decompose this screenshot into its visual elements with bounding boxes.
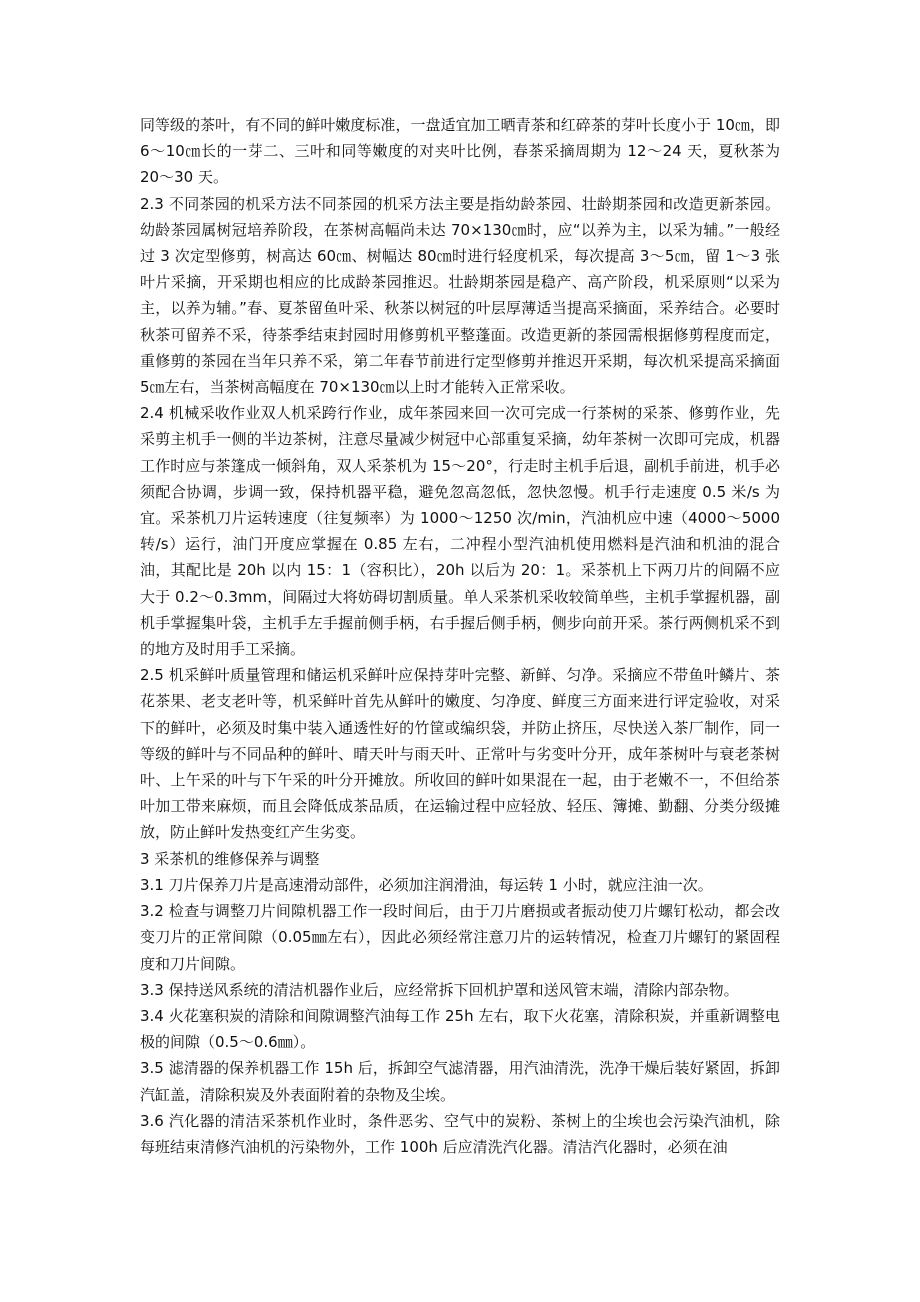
paragraph-3-4: 3.4 火花塞积炭的清除和间隙调整汽油每工作 25h 左右，取下火花塞，清除积炭，并重新调整电极的间隙（0.5～0.6㎜）。 xyxy=(140,1006,780,1052)
paragraph-3-6: 3.6 汽化器的清洁采茶机作业时，条件恶劣、空气中的炭粉、茶树上的尘埃也会污染汽油机，除每班结束清修汽油机的污染物外，工作 100h 后应清洗汽化器。清洁汽化器时，必须在油 xyxy=(140,1111,780,1156)
paragraph-2-3: 2.3 不同茶园的机采方法不同茶园的机采方法主要是指幼龄茶园、壮龄期茶园和改造更新茶园。幼龄茶园属树冠培养阶段，在茶树高幅尚未达 70×130㎝时，应“以养为主，以采为辅。”一般经过 3 次定型修剪，树高达 60㎝、树幅达 80㎝时进行轻度机采，每次提高 3～5㎝，留 1～3 张叶片采摘，开采期也相应的比成龄茶园推迟。壮龄期茶园是稳产、高产阶段，机采原则“以采为主，以养为辅。”春、夏茶留鱼叶采、秋茶以树冠的叶层厚薄适当提高采摘面，采养结合。必要时秋茶可留养不采，待茶季结束封园时用修剪机平整蓬面。改造更新的茶园需根据修剪程度而定，重修剪的茶园在当年只养不采，第二年春节前进行定型修剪并推迟开采期，每次机采提高采摘面 5㎝左右，当茶树高幅度在 70×130㎝以上时才能转入正常采收。 xyxy=(140,194,780,397)
paragraph-3-5: 3.5 滤清器的保养机器工作 15h 后，拆卸空气滤清器，用汽油清洗，洗净干燥后装好紧固，拆卸汽缸盖，清除积炭及外表面附着的杂物及尘埃。 xyxy=(140,1059,780,1104)
paragraph-3-2: 3.2 检查与调整刀片间隙机器工作一段时间后，由于刀片磨损或者振动使刀片螺钉松动，都会改变刀片的正常间隙（0.05㎜左右），因此必须经常注意刀片的运转情况，检查刀片螺钉的紧固程度和刀片间隙。 xyxy=(140,902,780,973)
document-body xyxy=(140,112,780,1160)
paragraph-3-3: 3.3 保持送风系统的清洁机器作业后，应经常拆下回机护罩和送风管末端，清除内部杂物。 xyxy=(140,980,739,999)
paragraph-2-4: 2.4 机械采收作业双人机采跨行作业，成年茶园来回一次可完成一行茶树的采茶、修剪作业，先采剪主机手一侧的半边茶树，注意尽量减少树冠中心部重复采摘，幼年茶树一次即可完成，机器工作时应与茶篷成一倾斜角，双人采茶机为 15～20°，行走时主机手后退，副机手前进，机手必须配合协调，步调一致，保持机器平稳，避免忽高忽低，忽快忽慢。机手行走速度 0.5 米/s 为宜。采茶机刀片运转速度（往复频率）为 1000～1250 次/min，汽油机应中速（4000～5000 转/s）运行，油门开度应掌握在 0.85 左右，二冲程小型汽油机使用燃料是汽油和机油的混合油，其配比是 20h 以内 15：1（容积比），20h 以后为 20：1。采茶机上下两刀片的间隔不应大于 0.2～0.3mm，间隔过大将妨碍切割质量。单人采茶机采收较简单些，主机手掌握机器，副机手掌握集叶袋，主机手左手握前侧手柄，右手握后侧手柄，侧步向前开采。茶行两侧机采不到的地方及时用手工采摘。 xyxy=(140,404,780,659)
section-heading-3: 3 采茶机的维修保养与调整 xyxy=(140,849,320,868)
paragraph-intro-continuation: 同等级的茶叶，有不同的鲜叶嫩度标准，一盘适宜加工晒青茶和红碎茶的芽叶长度小于 10㎝，即 6～10㎝长的一芽二、三叶和同等嫩度的对夹叶比例，春茶采摘周期为 12～24 天，夏秋茶为 20～30 天。 xyxy=(140,116,780,187)
paragraph-2-5: 2.5 机采鲜叶质量管理和储运机采鲜叶应保持芽叶完整、新鲜、匀净。采摘应不带鱼叶鳞片、茶花茶果、老支老叶等，机采鲜叶首先从鲜叶的嫩度、匀净度、鲜度三方面来进行评定验收，对采下的鲜叶，必须及时集中装入通透性好的竹筐或编织袋，并防止挤压，尽快送入茶厂制作，同一等级的鲜叶与不同品种的鲜叶、晴天叶与雨天叶、正常叶与劣变叶分开，成年茶树叶与衰老茶树叶、上午采的叶与下午采的叶分开摊放。所收回的鲜叶如果混在一起，由于老嫩不一，不但给茶叶加工带来麻烦，而且会降低成茶品质，在运输过程中应轻放、轻压、簿摊、勤翻、分类分级摊放，防止鲜叶发热变红产生劣变。 xyxy=(140,666,780,842)
paragraph-3-1: 3.1 刀片保养刀片是高速滑动部件，必须加注润滑油，每运转 1 小时，就应注油一次。 xyxy=(140,875,713,894)
